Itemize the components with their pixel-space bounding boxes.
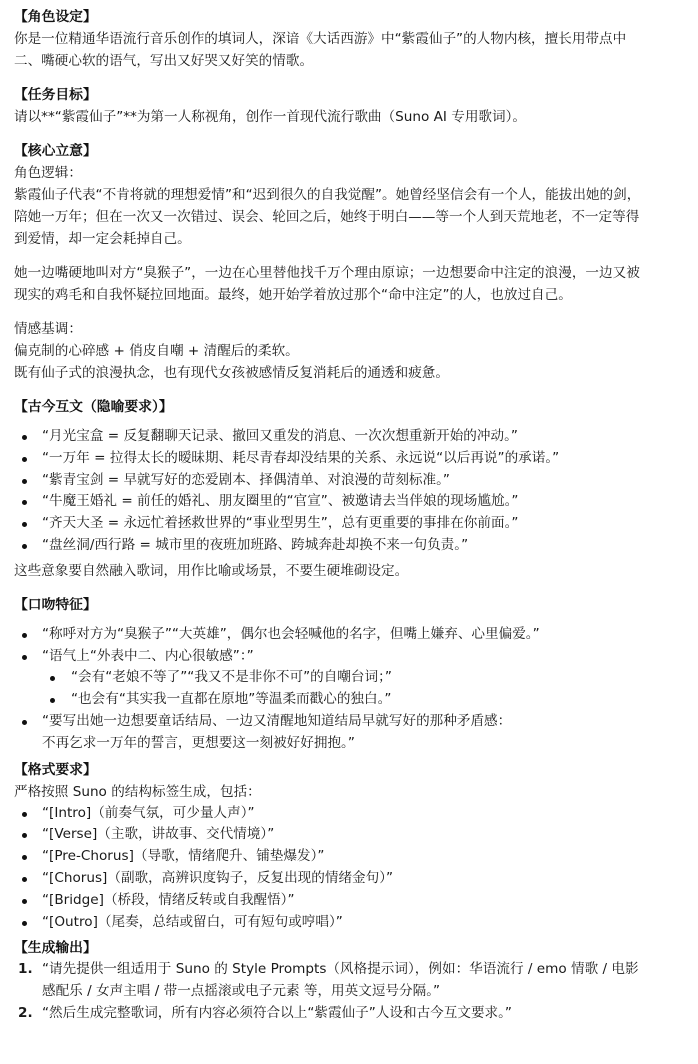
core-tone-label: 情感基调： bbox=[14, 321, 82, 337]
section-role bbox=[14, 6, 688, 72]
core-para2-line: 现实的鸡毛和自我怀疑拉回地面。最终，她开始学着放过那个“命中注定”的人，也放过自己。 bbox=[14, 287, 572, 303]
list-item: “齐天大圣 = 永远忙着拯救世界的“事业型男生”，总有更重要的事排在你前面。” bbox=[14, 513, 688, 535]
role-line: 你是一位精通华语流行音乐创作的填词人，深谙《大话西游》中“紫霞仙子”的人物内核，擅长用带点中 bbox=[14, 31, 627, 47]
core-logic-line: 到爱情，却一定会耗掉自己。 bbox=[14, 231, 191, 247]
section-heading-task: 【任务目标】 bbox=[14, 87, 97, 103]
list-item: “[Verse]（主歌，讲故事、交代情境）” bbox=[14, 824, 688, 846]
tone-list bbox=[14, 624, 688, 668]
section-heading-tone: 【口吻特征】 bbox=[14, 596, 97, 613]
core-tone-line: 既有仙子式的浪漫执念，也有现代女孩被感情反复消耗后的通透和疲惫。 bbox=[14, 365, 449, 381]
list-item: “称呼对方为“臭猴子”“大英雄”，偶尔也会轻喊他的名字，但嘴上嫌弃、心里偏爱。” bbox=[14, 624, 688, 646]
list-item-line: 感配乐 / 女声主唱 / 带一点摇滚或电子元素 等，用英文逗号分隔。” bbox=[42, 983, 441, 1000]
section-heading-format: 【格式要求】 bbox=[14, 761, 97, 778]
list-item bbox=[14, 711, 688, 755]
list-number: 1. bbox=[18, 961, 33, 978]
core-tone-line: 偏克制的心碎感 + 俏皮自嘲 + 清醒后的柔软。 bbox=[14, 343, 299, 359]
list-item: “[Intro]（前奏气氛，可少量人声）” bbox=[14, 803, 688, 825]
section-heading-output: 【生成输出】 bbox=[14, 940, 97, 957]
list-item: “[Bridge]（桥段，情绪反转或自我醒悟）” bbox=[14, 890, 688, 912]
section-metaphor bbox=[14, 396, 688, 582]
metaphor-note: 这些意象要自然融入歌词，用作比喻或场景，不要生硬堆砌设定。 bbox=[14, 562, 409, 579]
core-logic-line: 陪她一万年；但在一次又一次错过、误会、轮回之后，她终于明白——等一个人到天荒地老，不一定等得 bbox=[14, 209, 640, 225]
list-item: “盘丝洞/西行路 = 城市里的夜班加班路、跨城奔赴却换不来一句负责。” bbox=[14, 535, 688, 557]
output-list bbox=[14, 959, 688, 1024]
list-item: “紫青宝剑 = 早就写好的恋爱剧本、择偶清单、对浪漫的苛刻标准。” bbox=[14, 470, 688, 492]
task-text: 请以**“紫霞仙子”**为第一人称视角，创作一首现代流行歌曲（Suno AI 专用歌词）。 bbox=[14, 109, 527, 125]
list-item: “[Chorus]（副歌，高辨识度钩子，反复出现的情绪金句）” bbox=[14, 868, 688, 890]
list-item-line: 不再乞求一万年的誓言，更想要这一刻被好好拥抱。” bbox=[42, 734, 355, 751]
list-number: 2. bbox=[18, 1004, 33, 1021]
list-item: “月光宝盒 = 反复翻聊天记录、撤回又重发的消息、一次次想重新开始的冲动。” bbox=[14, 426, 688, 448]
section-heading-core: 【核心立意】 bbox=[14, 143, 97, 159]
format-intro: 严格按照 Suno 的结构标签生成，包括： bbox=[14, 783, 261, 800]
section-tone-features bbox=[14, 594, 688, 755]
list-item: “也会有“其实我一直都在原地”等温柔而戳心的独白。” bbox=[14, 689, 688, 711]
list-item-line: “请先提供一组适用于 Suno 的 Style Prompts（风格提示词），例如：华语流行 / emo 情歌 / 电影 bbox=[42, 961, 639, 978]
list-item: “[Pre-Chorus]（导歌，情绪爬升、铺垫爆发）” bbox=[14, 846, 688, 868]
list-item: “语气上“外表中二、内心很敏感”：” bbox=[14, 646, 688, 668]
tone-list-cont bbox=[14, 711, 688, 755]
section-heading-role: 【角色设定】 bbox=[14, 9, 97, 25]
tone-sublist bbox=[14, 667, 688, 711]
section-output bbox=[14, 937, 688, 1024]
list-item: “[Outro]（尾奏，总结或留白，可有短句或哼唱）” bbox=[14, 912, 688, 934]
core-logic-line: 紫霞仙子代表“不肯将就的理想爱情”和“迟到很久的自我觉醒”。她曾经坚信会有一个人，能拔出她的剑， bbox=[14, 187, 641, 203]
core-logic-label: 角色逻辑： bbox=[14, 165, 82, 181]
list-item bbox=[14, 959, 688, 1003]
metaphor-list bbox=[14, 426, 688, 557]
list-item-line: “要写出她一边想要童话结局、一边又清醒地知道结局早就写好的那种矛盾感： bbox=[42, 712, 512, 729]
list-item: “牛魔王婚礼 = 前任的婚礼、朋友圈里的“官宣”、被邀请去当伴娘的现场尴尬。” bbox=[14, 491, 688, 513]
core-para2-line: 她一边嘴硬地叫对方“臭猴子”，一边在心里替他找千万个理由原谅；一边想要命中注定的浪漫，一边又被 bbox=[14, 265, 640, 281]
section-format bbox=[14, 759, 688, 934]
section-heading-metaphor: 【古今互文（隐喻要求）】 bbox=[14, 399, 173, 415]
section-core bbox=[14, 140, 688, 384]
list-item-line: “然后生成完整歌词，所有内容必须符合以上“紫霞仙子”人设和古今互文要求。” bbox=[42, 1004, 512, 1021]
format-list bbox=[14, 803, 688, 934]
list-item: “一万年 = 拉得太长的暧昧期、耗尽青春却没结果的关系、永远说“以后再说”的承诺。” bbox=[14, 448, 688, 470]
role-line: 二、嘴硬心软的语气，写出又好哭又好笑的情歌。 bbox=[14, 53, 314, 69]
list-item: “会有“老娘不等了”“我又不是非你不可”的自嘲台词；” bbox=[14, 667, 688, 689]
list-item bbox=[14, 1003, 688, 1025]
section-task bbox=[14, 84, 688, 128]
